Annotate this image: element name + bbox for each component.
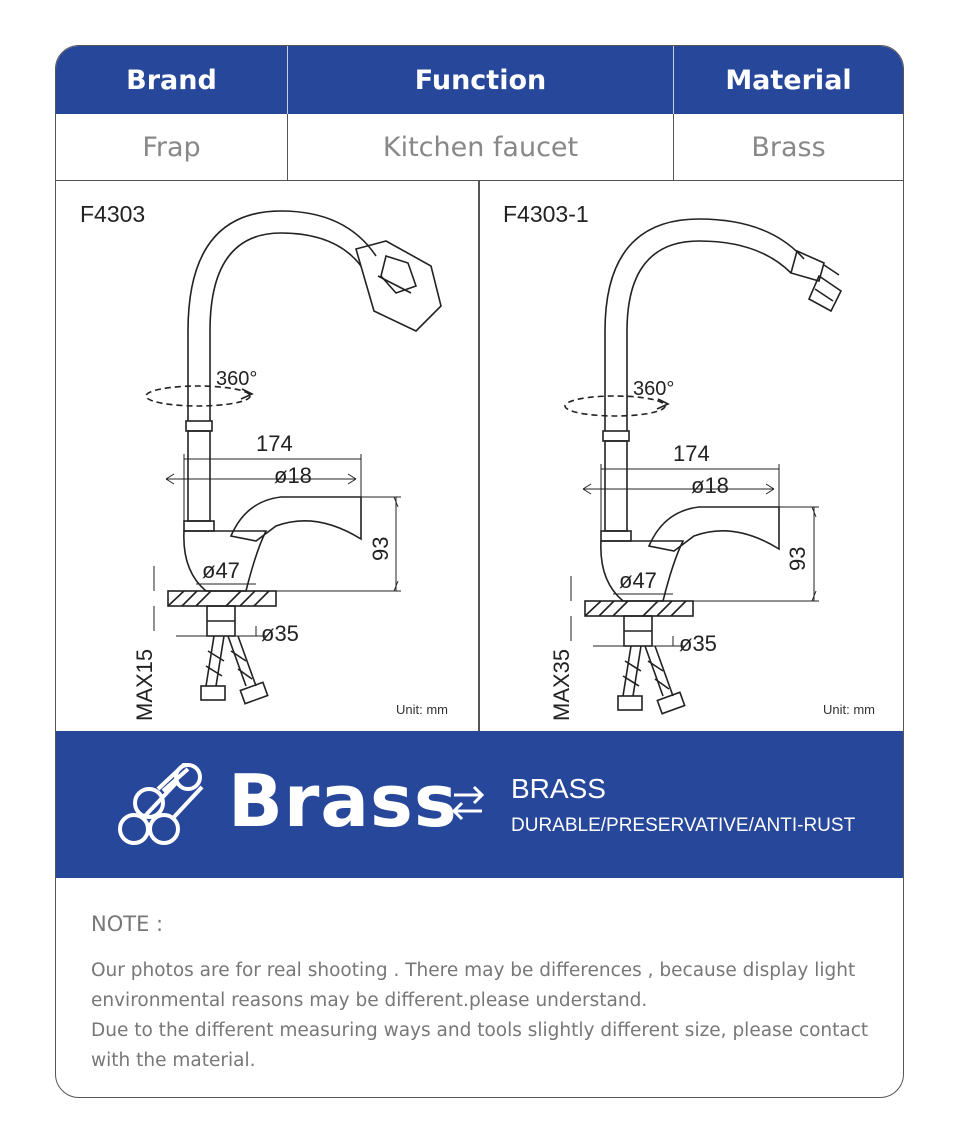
- left-height-dim: 93: [368, 536, 393, 561]
- left-base-dim: ø47: [202, 558, 240, 583]
- material-value: Brass: [751, 131, 826, 163]
- brand-header: Brand: [56, 46, 288, 114]
- left-faucet-drawing: [56, 181, 478, 731]
- right-faucet-drawing: [479, 181, 901, 731]
- note-line-2: Due to the different measuring ways and tools slightly different size, please contact with the material.: [91, 1020, 869, 1071]
- swap-arrows-icon: [448, 781, 488, 825]
- function-value: Kitchen faucet: [288, 114, 674, 180]
- brass-properties: DURABLE/PRESERVATIVE/ANTI-RUST: [511, 815, 856, 836]
- left-model-number: F4303: [80, 201, 146, 227]
- right-max-dim: MAX35: [549, 648, 574, 721]
- right-unit-label: Unit: mm: [823, 702, 875, 717]
- note-line-1: Our photos are for real shooting . There may be differences , because display light environmental reasons may be different.please understand.: [91, 960, 856, 1011]
- right-hose-dim: ø35: [679, 631, 717, 656]
- spec-values-row: [56, 114, 903, 181]
- left-max-dim: MAX15: [132, 648, 157, 721]
- brass-tubes-icon: [118, 763, 206, 847]
- technical-drawings: [56, 181, 903, 731]
- left-hose-dim: ø35: [261, 621, 299, 646]
- material-header: Material: [725, 64, 852, 96]
- right-width-dim: 174: [673, 441, 710, 466]
- brass-big-word: Brass: [228, 759, 458, 843]
- right-height-dim: 93: [785, 546, 810, 571]
- brand-value: Frap: [56, 114, 288, 180]
- right-spout-dim: ø18: [691, 473, 729, 498]
- left-width-dim: 174: [256, 431, 293, 456]
- material-banner: [56, 731, 903, 878]
- note-body: [91, 956, 891, 1076]
- left-unit-label: Unit: mm: [396, 702, 448, 717]
- left-spout-dim: ø18: [274, 463, 312, 488]
- spec-header-row: [56, 46, 903, 114]
- brass-title: BRASS: [511, 773, 606, 804]
- right-rotation-label: 360°: [633, 378, 675, 400]
- function-header: Function: [288, 46, 674, 114]
- left-rotation-label: 360°: [216, 368, 258, 390]
- right-model-number: F4303-1: [503, 201, 589, 227]
- spec-card: [55, 45, 904, 1098]
- note-heading: NOTE :: [91, 912, 164, 936]
- right-base-dim: ø47: [619, 568, 657, 593]
